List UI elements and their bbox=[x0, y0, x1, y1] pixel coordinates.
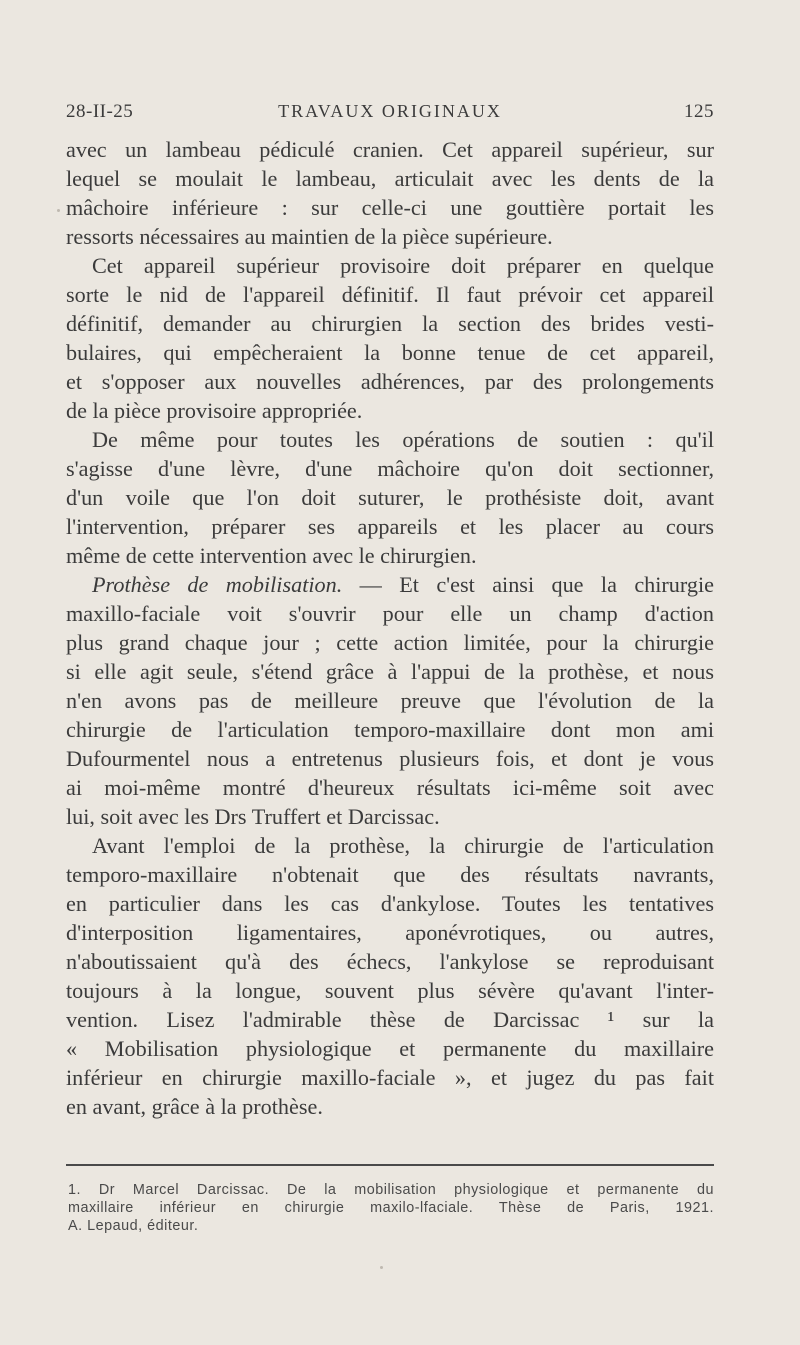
text-line: Dufourmentel nous a entretenus plusieurs fois, et dont je vous bbox=[66, 746, 714, 771]
text-line: définitif, demander au chirurgien la section des brides vesti- bbox=[66, 311, 714, 336]
footnote bbox=[68, 1181, 714, 1235]
text-line: avec un lambeau pédiculé cranien. Cet appareil supérieur, sur bbox=[66, 137, 714, 162]
text-line: lequel se moulait le lambeau, articulait avec les dents de la bbox=[66, 166, 714, 191]
text-line: sorte le nid de l'appareil définitif. Il faut prévoir cet appareil bbox=[66, 282, 714, 307]
text-line: si elle agit seule, s'étend grâce à l'appui de la prothèse, et nous bbox=[66, 659, 714, 684]
footnote-line: maxillaire inférieur en chirurgie maxilo-lfaciale. Thèse de Paris, 1921. bbox=[68, 1200, 714, 1216]
text-line: inférieur en chirurgie maxillo-faciale », et jugez du pas fait bbox=[66, 1065, 714, 1090]
text-line: d'interposition ligamentaires, aponévrotiques, ou autres, bbox=[66, 920, 714, 945]
text-line: chirurgie de l'articulation temporo-maxillaire dont mon ami bbox=[66, 717, 714, 742]
text-line: « Mobilisation physiologique et permanente du maxillaire bbox=[66, 1036, 714, 1061]
header-date: 28-II-25 bbox=[66, 101, 134, 122]
text-line: ressorts nécessaires au maintien de la pièce supérieure. bbox=[66, 224, 553, 249]
text-run: — Et c'est ainsi que la chirurgie bbox=[342, 572, 714, 597]
footnote-line: 1. Dr Marcel Darcissac. De la mobilisation physiologique et permanente du bbox=[68, 1182, 714, 1198]
text-line: l'intervention, préparer ses appareils et les placer au cours bbox=[66, 514, 714, 539]
text-line: en avant, grâce à la prothèse. bbox=[66, 1094, 323, 1119]
paragraph-first-line: Cet appareil supérieur provisoire doit préparer en quelque bbox=[92, 253, 714, 278]
text-line: maxillo-faciale voit s'ouvrir pour elle un champ d'action bbox=[66, 601, 714, 626]
text-line: s'agisse d'une lèvre, d'une mâchoire qu'on doit sectionner, bbox=[66, 456, 714, 481]
paper-speck bbox=[57, 209, 60, 212]
text-line: plus grand chaque jour ; cette action limitée, pour la chirurgie bbox=[66, 630, 714, 655]
body-text bbox=[66, 135, 714, 1121]
text-line: temporo-maxillaire n'obtenait que des résultats navrants, bbox=[66, 862, 714, 887]
text-line: ai moi-même montré d'heureux résultats ici-même soit avec bbox=[66, 775, 714, 800]
text-line: de la pièce provisoire appropriée. bbox=[66, 398, 363, 423]
paper-speck bbox=[380, 1266, 383, 1269]
text-line: même de cette intervention avec le chirurgien. bbox=[66, 543, 477, 568]
text-line: mâchoire inférieure : sur celle-ci une gouttière portait les bbox=[66, 195, 714, 220]
text-line: et s'opposer aux nouvelles adhérences, par des prolongements bbox=[66, 369, 714, 394]
text-line: n'aboutissaient qu'à des échecs, l'ankylose se reproduisant bbox=[66, 949, 714, 974]
section-heading: Prothèse de mobilisation. bbox=[92, 572, 343, 597]
section-heading-line bbox=[66, 570, 714, 599]
text-line: toujours à la longue, souvent plus sévère qu'avant l'inter- bbox=[66, 978, 714, 1003]
footnote-divider bbox=[66, 1164, 714, 1166]
text-line: bulaires, qui empêcheraient la bonne tenue de cet appareil, bbox=[66, 340, 714, 365]
running-header bbox=[66, 101, 714, 129]
paragraph-first-line: De même pour toutes les opérations de soutien : qu'il bbox=[92, 427, 714, 452]
text-line: d'un voile que l'on doit suturer, le prothésiste doit, avant bbox=[66, 485, 714, 510]
footnote-line: A. Lepaud, éditeur. bbox=[68, 1218, 199, 1234]
text-line: lui, soit avec les Drs Truffert et Darcissac. bbox=[66, 804, 440, 829]
paragraph-first-line: Avant l'emploi de la prothèse, la chirurgie de l'articulation bbox=[92, 833, 714, 858]
text-line: en particulier dans les cas d'ankylose. Toutes les tentatives bbox=[66, 891, 714, 916]
text-line: n'en avons pas de meilleure preuve que l'évolution de la bbox=[66, 688, 714, 713]
page-number: 125 bbox=[684, 101, 714, 122]
header-title: TRAVAUX ORIGINAUX bbox=[278, 101, 502, 121]
text-line: vention. Lisez l'admirable thèse de Darcissac ¹ sur la bbox=[66, 1007, 714, 1032]
